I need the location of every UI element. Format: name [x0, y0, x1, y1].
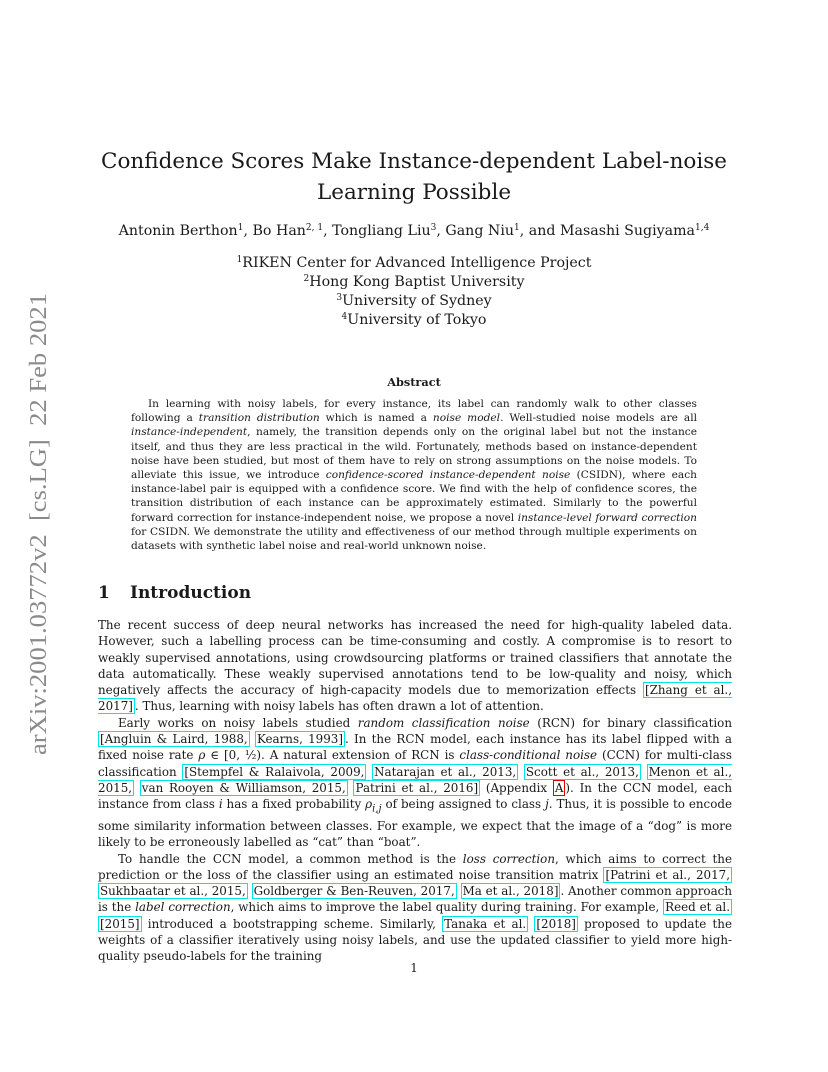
citation-link[interactable]: Menon et al., 2015, — [98, 764, 732, 795]
citation-link[interactable]: [Patrini et al., 2017, — [605, 867, 730, 882]
author: Gang Niu — [445, 223, 515, 239]
author: Bo Han — [252, 223, 306, 239]
citation-link[interactable]: Patrini et al., 2016] — [355, 780, 479, 795]
citation-link[interactable]: [Angluin & Laird, 1988, — [100, 732, 248, 747]
citation-link[interactable]: Reed et al. — [665, 900, 730, 915]
affiliation: $^2$Hong Kong Baptist University — [303, 274, 525, 290]
affiliation: $^4$University of Tokyo — [341, 312, 487, 328]
author: Tongliang Liu — [332, 223, 431, 239]
citation-link[interactable]: Goldberger & Ben-Reuven, 2017, — [253, 884, 455, 899]
affiliation: $^3$University of Sydney — [336, 293, 492, 309]
author: Masashi Sugiyama — [559, 223, 696, 239]
author-list: Antonin Berthon$^1$, Bo Han$^{2, 1}$, Tongliang Liu$^3$, Gang Niu$^1$, and Masashi Sugiyama$^{1,4}$ — [118, 223, 710, 239]
author: Antonin Berthon — [118, 223, 238, 239]
citation-link[interactable]: [2015] — [100, 916, 140, 931]
page-number: 1 — [410, 961, 418, 975]
section-body: The recent success of deep neural networks has increased the need for high-quality labeled data. However, such a labelling process can be time-consuming and costly. A compromise is to resort to weakly supervised annotations, using crowdsourcing platforms or trained classifiers that annotate the data automatically. These weakly supervised annotations tend to be low-quality and noisy, which negatively affects the accuracy of high-capacity models due to memorization effects [Zhang et al., 2017] . Thus, learning with noisy labels has often drawn a lot of attention. Early works on noisy labels studied random classification noise (RCN) for binary classification [Angluin & Laird, 1988, Kearns, 1993] . In the RCN model, each instance has its label flipped with a fixed noise rate ρ ∈ [0, ½). A natural extension of RCN is class-conditional noise (CCN) for multi-class classification [Stempfel & Ralaivola, 2009, Natarajan et al., 2013, Scott et al., 2013, Menon et al., 2015, van Rooyen & Williamson, 2015, Patrini et al., 2016] (Appendix A ). In the CCN model, each instance from class i has a fixed probability $\rho_{i,j}$ of being assigned to class j. Thus, it is possible to encode some similarity information between classes. For example, we expect that the image of a “dog” is more likely to be erroneously labelled as “cat” than “boat”. To handle the CCN model, a common method is the loss correction, which aims to correct the prediction or the loss of the classifier using an estimated noise transition matrix [Patrini et al., 2017, Sukhbaatar et al., 2015, Goldberger & Ben-Reuven, 2017, Ma et al., 2018] . Another common approach is the label correction, which aims to improve the label quality during training. For example, Reed et al. [2015] introduced a bootstrapping scheme. Similarly, Tanaka et al. [2018] proposed to update the weights of a classifier iteratively using noisy labels, and use the updated classifier to yield more high-quality pseudo-labels for the training — [98, 618, 733, 964]
citation-link[interactable]: [Zhang et al., 2017] — [98, 683, 732, 714]
citation-link[interactable]: Scott et al., 2013, — [525, 764, 639, 779]
citation-link[interactable]: Kearns, 1993] — [256, 732, 344, 747]
citation-link[interactable]: Natarajan et al., 2013, — [374, 764, 517, 779]
citation-link[interactable]: [Stempfel & Ralaivola, 2009, — [184, 764, 365, 779]
arxiv-stamp-text: arXiv:2001.03772v2 [cs.LG] 22 Feb 2021 — [25, 329, 52, 755]
abstract-body: In learning with noisy labels, for every instance, its label can randomly walk to other classes following a transition distribution which is named a noise model. Well-studied noise models are all instance-independent, namely, the transition depends only on the original label but not the instance itself, and thus they are less practical in the wild. Fortunately, methods based on instance-dependent noise have been studied, but most of them have to rely on strong assumptions on the noise models. To alleviate this issue, we introduce confidence-scored instance-dependent noise (CSIDN), where each instance-label pair is equipped with a confidence score. We find with the help of confidence scores, the transition distribution of each instance can be approximately estimated. Similarly to the powerful forward correction for instance-independent noise, we propose a novel instance-level forward correction for CSIDN. We demonstrate the utility and effectiveness of our method through multiple experiments on datasets with synthetic label noise and real-world unknown noise. — [131, 398, 698, 553]
section-heading: 1 Introduction — [98, 583, 252, 603]
arxiv-stamp — [18, 290, 56, 760]
affiliation: $^1$RIKEN Center for Advanced Intelligence Project — [236, 255, 592, 271]
affiliation-list — [190, 254, 638, 330]
abstract-heading: Abstract — [387, 375, 441, 389]
citation-link[interactable]: [2018] — [536, 916, 576, 931]
citation-link[interactable]: Sukhbaatar et al., 2015, — [100, 884, 246, 899]
paper-title: Confidence Scores Make Instance-dependent Label-noise Learning Possible — [101, 149, 727, 205]
citation-link[interactable]: Ma et al., 2018] — [462, 884, 559, 899]
citation-link[interactable]: van Rooyen & Williamson, 2015, — [141, 780, 346, 795]
citation-link[interactable]: Tanaka et al. — [444, 916, 527, 931]
appendix-link[interactable]: A — [554, 780, 564, 795]
